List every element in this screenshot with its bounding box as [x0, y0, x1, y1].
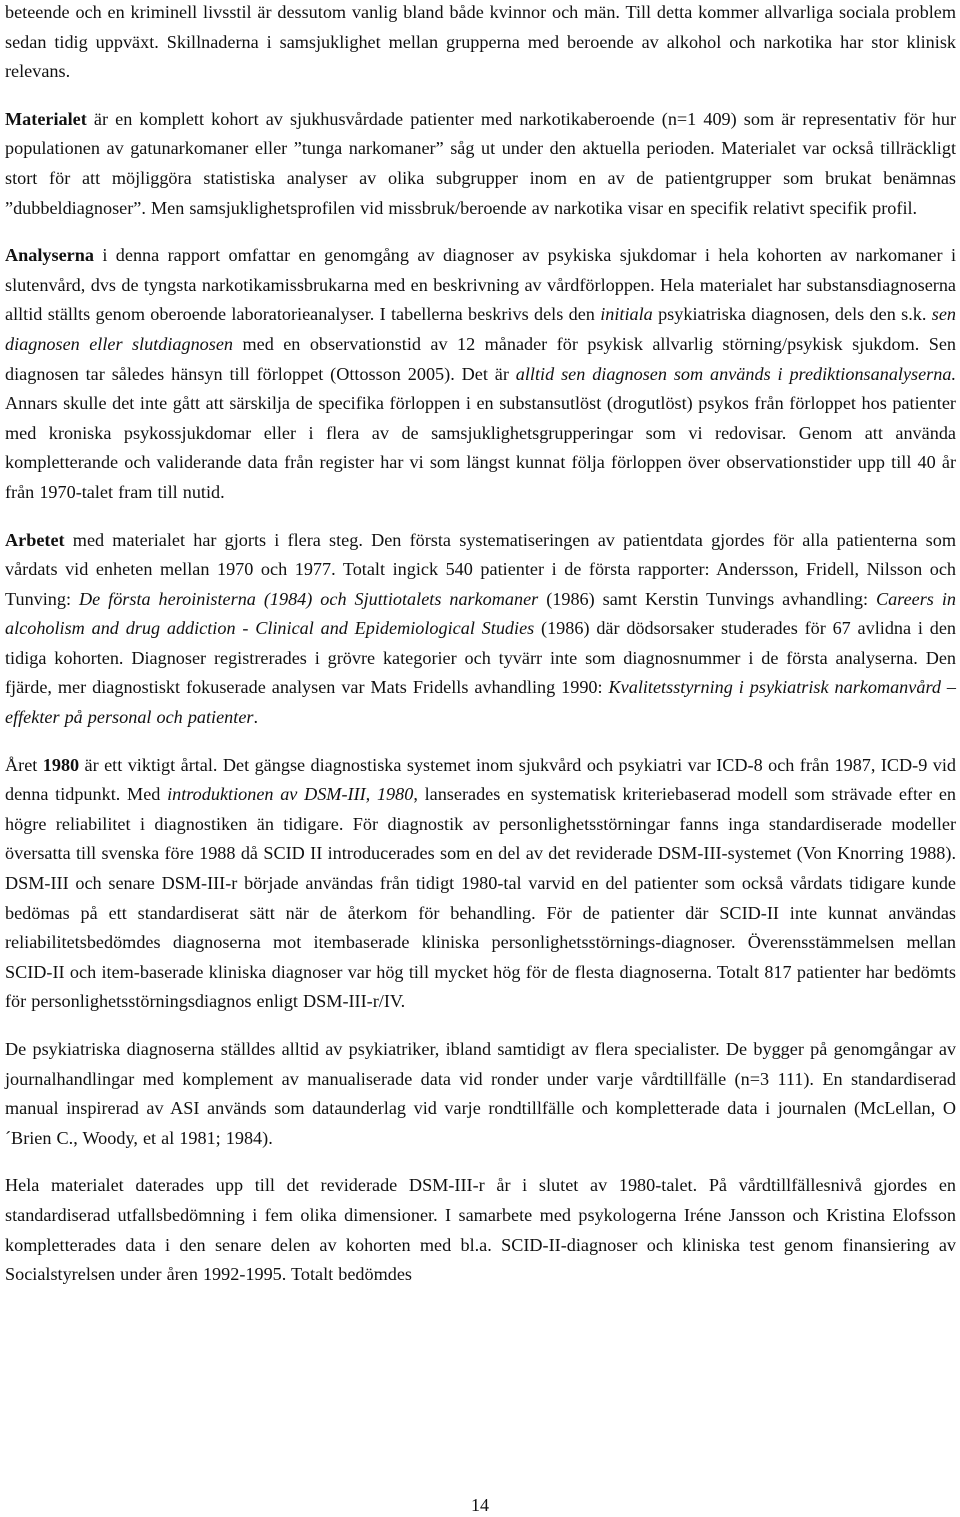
paragraph-lead: Analyserna	[5, 245, 94, 266]
paragraph-aret-1980	[5, 751, 956, 1017]
paragraph-text: beteende och en kriminell livsstil är dessutom vanlig bland både kvinnor och män. Till detta kommer allvarliga sociala problem sedan tidig uppväxt. Skillnaderna i samsjuklighet mellan grupperna med beroende av alkohol och narkotika har stor klinisk relevans.	[5, 2, 956, 82]
paragraph-intro	[5, 0, 956, 87]
book-title: Careers in alcoholism and drug addiction - Clinical and Epidemiological Studies	[5, 588, 956, 639]
emphasis-text: sen diagnosen eller slutdiagnosen	[5, 304, 956, 354]
paragraph-text: De psykiatriska diagnoserna ställdes alltid av psykiatriker, ibland samtidigt av flera specialister. De bygger på genomgångar av journalhandlingar med komplement av manualiserade data vid ronder under varje vårdtillfälle (n=3 111). En standardiserad manual inspirerad av ASI används som dataunderlag vid varje rondtillfälle och kompletterade data i journalen (McLellan, O´Brien C., Woody, et al 1981; 1984).	[5, 1039, 956, 1148]
paragraph-hela-materialet	[5, 1171, 956, 1289]
paragraph-materialet	[5, 105, 956, 223]
emphasis-text: initiala	[600, 304, 653, 325]
paragraph-text: (1986) där dödsorsaker studerades för 67 avlidna i den tidiga kohorten. Diagnoser registrerades i grövre kategorier och tyvärr inte som diagnosnummer i de första analyserna. Den fjärde, mer diagnostiskt fokuserade analysen var Mats Fridells avhandling 1990:	[5, 618, 956, 698]
paragraph-text: med en observationstid av 12 månader för psykisk allvarlig störning/psykisk sjukdom. Sen diagnosen tar således hänsyn till förloppet (Ottosson 2005). Det är	[5, 333, 957, 384]
paragraph-diagnoserna	[5, 1035, 956, 1153]
paragraph-text: är en komplett kohort av sjukhusvårdade patienter med narkotikaberoende (n=1 409) som är representativ för hur populationen av gatunarkomaner eller ”tunga narkomaner” såg ut under den aktuella perioden. Materialet var också tillräckligt stort för att möjliggöra statistiska analyser av olika subgrupper inom en av de patientgrupper som brukat benämnas ”dubbeldiagnoser”. Men samsjuklighetsprofilen vid missbruk/beroende av narkotika visar en specifik relativt specifik profil.	[5, 108, 956, 218]
emphasis-text: introduktionen av DSM-III, 1980	[167, 784, 414, 805]
paragraph-text: Annars skulle det inte gått att särskilja de specifika förloppen i en substansutlöst (drogutlöst) psykos från förloppet hos patienter med kroniska psykossjukdomar eller i flera av de samsjuklighetsgrupperingar som vi redovisar. Genom att använda kompletterande och validerande data från register har vi som längst kunnat följa förloppen över observationstider upp till 40 år från 1970-talet fram till nutid.	[5, 393, 956, 502]
document-page	[5, 0, 956, 1290]
emphasis-year: 1980	[42, 754, 80, 775]
paragraph-text: Hela materialet daterades upp till det reviderade DSM-III-r år i slutet av 1980-talet. På vårdtillfällesnivå gjordes en standardiserad utfallsbedömning i fem olika dimensioner. I samarbete med psykologerna Iréne Jansson och Kristina Elofsson kompletterades data i den senare delen av kohorten med bl.a. SCID-II-diagnoser och kliniska test genom finansiering av Socialstyrelsen under åren 1992-1995. Totalt bedömdes	[5, 1175, 956, 1285]
paragraph-text: , lanserades en systematisk kriteriebaserad modell som strävade efter en högre reliabilitet i diagnostiken än tidigare. För diagnostik av personlighetsstörningar fanns inga standardiserade modeller översatta till svenska före 1988 då SCID II introducerades som en del av det reviderade DSM-III-systemet (Von Knorring 1988). DSM-III och senare DSM-III-r började användas från tidigt 1980-tal varvid en del patienter som också vårdats tidigare kunde bedömas på ett standardiserat sätt när de återkom för behandling. För de patienter där SCID-II inte kunnat användas reliabilitetsbedömdes diagnoserna mot itembaserade kliniska personlighetsstörnings-diagnoser. Överensstämmelsen mellan SCID-II och item-baserade kliniska diagnoser var hög till mycket hög för de flesta diagnoserna. Totalt 817 patienter har bedömts för personlighetsstörningsdiagnos enligt DSM-III-r/IV.	[5, 784, 957, 1012]
paragraph-lead: Arbetet	[5, 529, 65, 550]
paragraph-text: (1986) samt Kerstin Tunvings avhandling:	[538, 588, 876, 609]
book-title: De första heroinisterna (1984) och Sjuttiotalets narkomaner	[79, 588, 539, 609]
paragraph-text: psykiatriska diagnosen, dels den s.k.	[652, 304, 932, 325]
book-title: Kvalitetsstyrning i psykiatrisk narkomanvård – effekter på personal och patienter	[5, 677, 956, 728]
paragraph-text: Året	[5, 754, 43, 775]
paragraph-lead: Materialet	[5, 108, 87, 129]
paragraph-text: är ett viktigt årtal. Det gängse diagnostiska systemet inom sjukvård och psykiatri var ICD-8 och från 1987, ICD-9 vid denna tidpunkt. Med	[5, 754, 956, 805]
paragraph-text: .	[253, 707, 259, 728]
paragraph-analyserna	[5, 241, 956, 507]
paragraph-text: med materialet har gjorts i flera steg. Den första systematiseringen av patientdata gjordes för alla patienterna som vårdats vid enheten mellan 1970 och 1977. Totalt ingick 540 patienter i de första rapporter: Andersson, Fridell, Nilsson och Tunving:	[5, 529, 956, 609]
page-number: 14	[471, 1495, 489, 1515]
emphasis-text: alltid sen diagnosen som används i prediktionsanalyserna.	[515, 363, 956, 384]
paragraph-arbetet	[5, 526, 956, 733]
paragraph-text: i denna rapport omfattar en genomgång av diagnoser av psykiska sjukdomar i hela kohorten av narkomaner i slutenvård, dvs de tyngsta narkotikamissbrukarna med en beskrivning av vårdförloppen. Hela materialet har substansdiagnoserna alltid ställts genom oberoende laboratorieanalyser. I tabellerna beskrivs dels den	[5, 245, 956, 325]
